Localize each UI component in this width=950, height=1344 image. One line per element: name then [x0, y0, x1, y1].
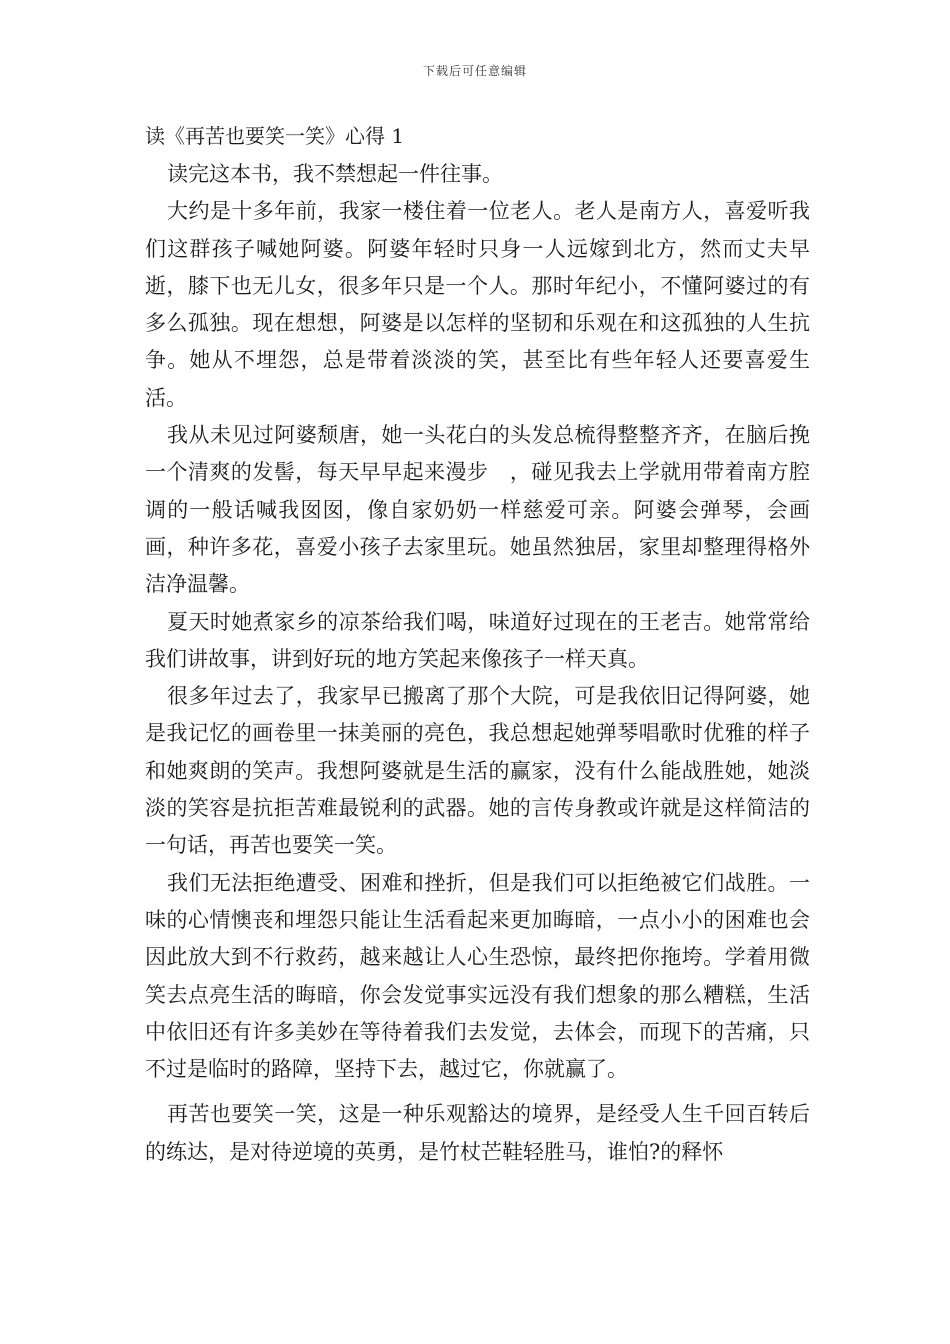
paragraph-4: 夏天时她煮家乡的凉茶给我们喝，味道好过现在的王老吉。她常常给我们讲故事，讲到好玩的地方笑起来像孩子一样天真。	[145, 609, 810, 671]
document-body	[145, 118, 810, 1171]
paragraph-7: 再苦也要笑一笑，这是一种乐观豁达的境界，是经受人生千回百转后的练达，是对待逆境的英勇，是竹杖芒鞋轻胜马，谁怕?的释怀	[145, 1102, 810, 1164]
paragraph-2: 大约是十多年前，我家一楼住着一位老人。老人是南方人，喜爱听我们这群孩子喊她阿婆。阿婆年轻时只身一人远嫁到北方，然而丈夫早逝，膝下也无儿女，很多年只是一个人。那时年纪小，不懂阿婆过的有多么孤独。现在想想，阿婆是以怎样的坚韧和乐观在和这孤独的人生抗争。她从不埋怨，总是带着淡淡的笑，甚至比有些年轻人还要喜爱生活。	[145, 199, 810, 410]
paragraph-3: 我从未见过阿婆颓唐，她一头花白的头发总梳得整整齐齐，在脑后挽一个清爽的发髻，每天早早起来漫步 ，碰见我去上学就用带着南方腔调的一般话喊我囡囡，像自家奶奶一样慈爱可亲。阿婆会弹琴，会画画，种许多花，喜爱小孩子去家里玩。她虽然独居，家里却整理得格外洁净温馨。	[145, 423, 810, 597]
page-header-note: 下载后可任意编辑	[422, 64, 527, 78]
paragraph-6: 我们无法拒绝遭受、困难和挫折，但是我们可以拒绝被它们战胜。一味的心情懊丧和埋怨只能让生活看起来更加晦暗，一点小小的困难也会因此放大到不行救药，越来越让人心生恐惊，最终把你拖垮。学着用微笑去点亮生活的晦暗，你会发觉事实远没有我们想象的那么糟糕，生活中依旧还有许多美妙在等待着我们去发觉，去体会，而现下的苦痛，只不过是临时的路障，坚持下去，越过它，你就赢了。	[145, 870, 810, 1082]
document-title: 读《再苦也要笑一笑》心得 1	[145, 124, 405, 148]
paragraph-5: 很多年过去了，我家早已搬离了那个大院，可是我依旧记得阿婆，她是我记忆的画卷里一抹美丽的亮色，我总想起她弹琴唱歌时优雅的样子和她爽朗的笑声。我想阿婆就是生活的赢家，没有什么能战胜她，她淡淡的笑容是抗拒苦难最锐利的武器。她的言传身教或许就是这样简洁的一句话，再苦也要笑一笑。	[145, 684, 810, 858]
paragraph-1: 读完这本书，我不禁想起一件往事。	[167, 162, 503, 186]
